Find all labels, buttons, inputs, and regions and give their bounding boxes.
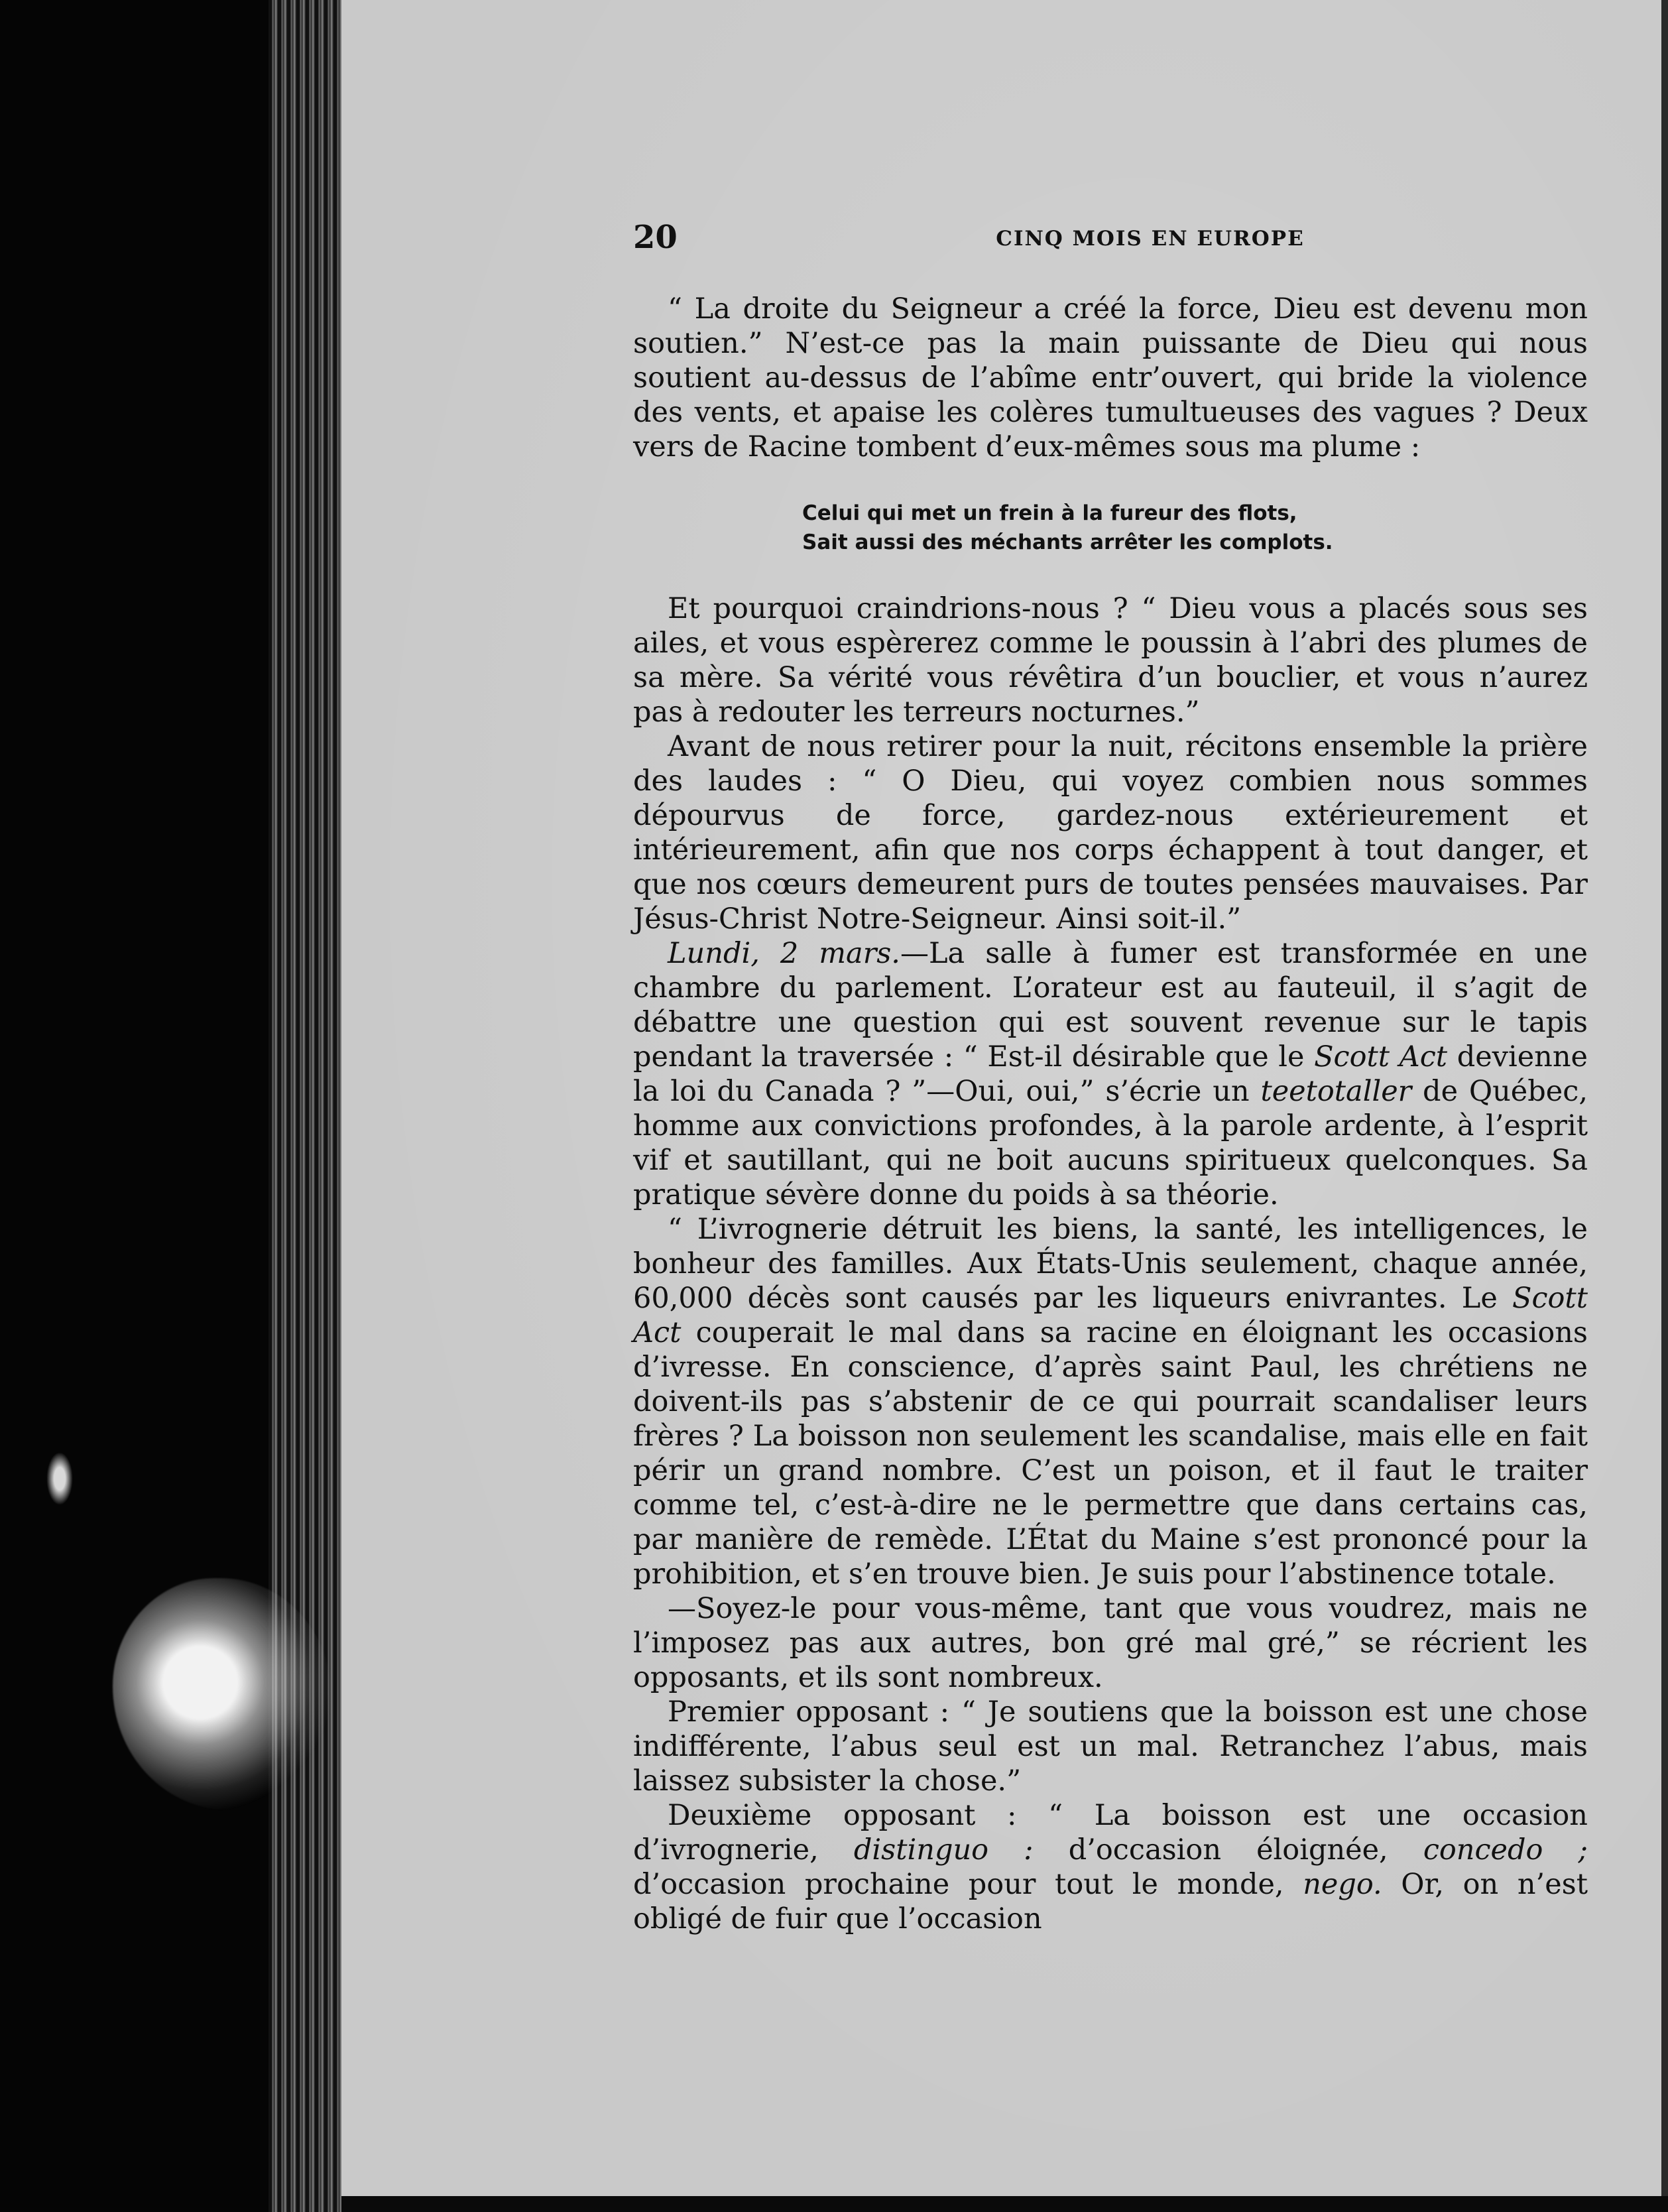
- paragraph-7: Premier opposant : “ Je soutiens que la boisson est une chose indifférente, l’abus seul est un mal. Retranchez l’abus, mais laissez subsister la chose.”: [633, 1695, 1588, 1798]
- teetotaller-term: teetotaller: [1260, 1075, 1412, 1108]
- page-edges: [268, 0, 341, 2212]
- page-header: [633, 219, 1588, 259]
- concedo-term: concedo ;: [1423, 1833, 1588, 1867]
- paragraph-1: “ La droite du Seigneur a créé la force, Dieu est devenu mon soutien.” N’est-ce pas la main puissante de Dieu qui nous soutient au-dessus de l’abîme entr’ouvert, qui bride la violence des vents, et apaise les colères tumultueuses des vagues ? Deux vers de Racine tombent d’eux-mêmes sous ma plume :: [633, 292, 1588, 463]
- paragraph-5-text-b: couperait le mal dans sa racine en éloignant les occasions d’ivresse. En conscience, d’après saint Paul, les chrétiens ne doivent-ils pas s’abstenir de ce qui pourrait scandaliser leurs frères ? La boisson non seulement les scandalise, mais elle en fait périr un grand nombre. C’est un poison, et il faut le traiter comme tel, c’est-à-dire ne le permettre que dans certains cas, par manière de remède. L’État du Maine s’est prononcé pour la prohibition, et s’en trouve bien. Je suis pour l’abstinence totale.: [633, 1316, 1588, 1591]
- paragraph-4: [633, 936, 1588, 1212]
- verse-line-1: Celui qui met un frein à la fureur des flots,: [802, 501, 1297, 525]
- paragraph-8-text-c: d’occasion prochaine pour tout le monde,: [633, 1868, 1303, 1901]
- paragraph-6: —Soyez-le pour vous-même, tant que vous voudrez, mais ne l’imposez pas aux autres, bon gré mal gré,” se récrient les opposants, et ils sont nombreux.: [633, 1592, 1588, 1694]
- paragraph-8-text-d: Or, on n’est obligé de fuir que l’occasion: [633, 1868, 1588, 1936]
- paragraph-8-text-b: d’occasion éloignée,: [1033, 1833, 1423, 1867]
- entry-date: Lundi, 2 mars.: [668, 937, 900, 970]
- paragraph-5-text-a: “ L’ivrognerie détruit les biens, la santé, les intelligences, le bonheur des familles. Aux États-Unis seulement, chaque année, 60,000 décès sont causés par les liqueurs enivrantes. Le: [633, 1213, 1588, 1315]
- paragraph-4-text-c: de Québec, homme aux convictions profondes, à la parole ardente, à l’esprit vif et sautillant, qui ne boit aucuns spiritueux quelconques. Sa pratique sévère donne du poids à sa théorie.: [633, 1075, 1588, 1211]
- paragraph-8: [633, 1798, 1588, 1936]
- body-text: [633, 292, 1588, 1936]
- paragraph-5: [633, 1212, 1588, 1591]
- page-number: 20: [633, 219, 678, 256]
- film-speck: [46, 1452, 73, 1505]
- running-head: CINQ MOIS EN EUROPE: [996, 227, 1305, 251]
- verse-line-2: Sait aussi des méchants arrêter les complots.: [802, 530, 1333, 554]
- distinguo-term: distinguo :: [853, 1833, 1034, 1867]
- verse-quote: [802, 499, 1588, 557]
- scott-act-ref-1: Scott Act: [1314, 1040, 1448, 1074]
- paragraph-4-text-b: devienne la loi du Canada ? ”—Oui, oui,” s’écrie un: [633, 1040, 1588, 1108]
- paragraph-2: Et pourquoi craindrions-nous ? “ Dieu vous a placés sous ses ailes, et vous espèrerez comme le poussin à l’abri des plumes de sa mère. Sa vérité vous révêtira d’un bouclier, et vous n’aurez pas à redouter les terreurs nocturnes.”: [633, 592, 1588, 729]
- paragraph-4-text-a: —La salle à fumer est transformée en une chambre du parlement. L’orateur est au fauteuil, il s’agit de débattre une question qui est souvent revenue sur le tapis pendant la traversée : “ Est-il désirable que le: [633, 937, 1588, 1074]
- page-bottom-shadow: [341, 2196, 1668, 2212]
- film-margin: [0, 0, 268, 2212]
- page-right-shadow: [1661, 0, 1668, 2212]
- book-page: [341, 0, 1668, 2212]
- paragraph-3: Avant de nous retirer pour la nuit, récitons ensemble la prière des laudes : “ O Dieu, qui voyez combien nous sommes dépourvus de force, gardez-nous extérieurement et intérieurement, afin que nos corps échappent à tout danger, et que nos cœurs demeurent purs de toutes pensées mauvaises. Par Jésus-Christ Notre-Seigneur. Ainsi soit-il.”: [633, 730, 1588, 936]
- scott-act-ref-2: Scott Act: [633, 1282, 1588, 1349]
- nego-term: nego.: [1303, 1868, 1382, 1901]
- paragraph-8-text-a: Deuxième opposant : “ La boisson est une occasion d’ivrognerie,: [633, 1799, 1588, 1867]
